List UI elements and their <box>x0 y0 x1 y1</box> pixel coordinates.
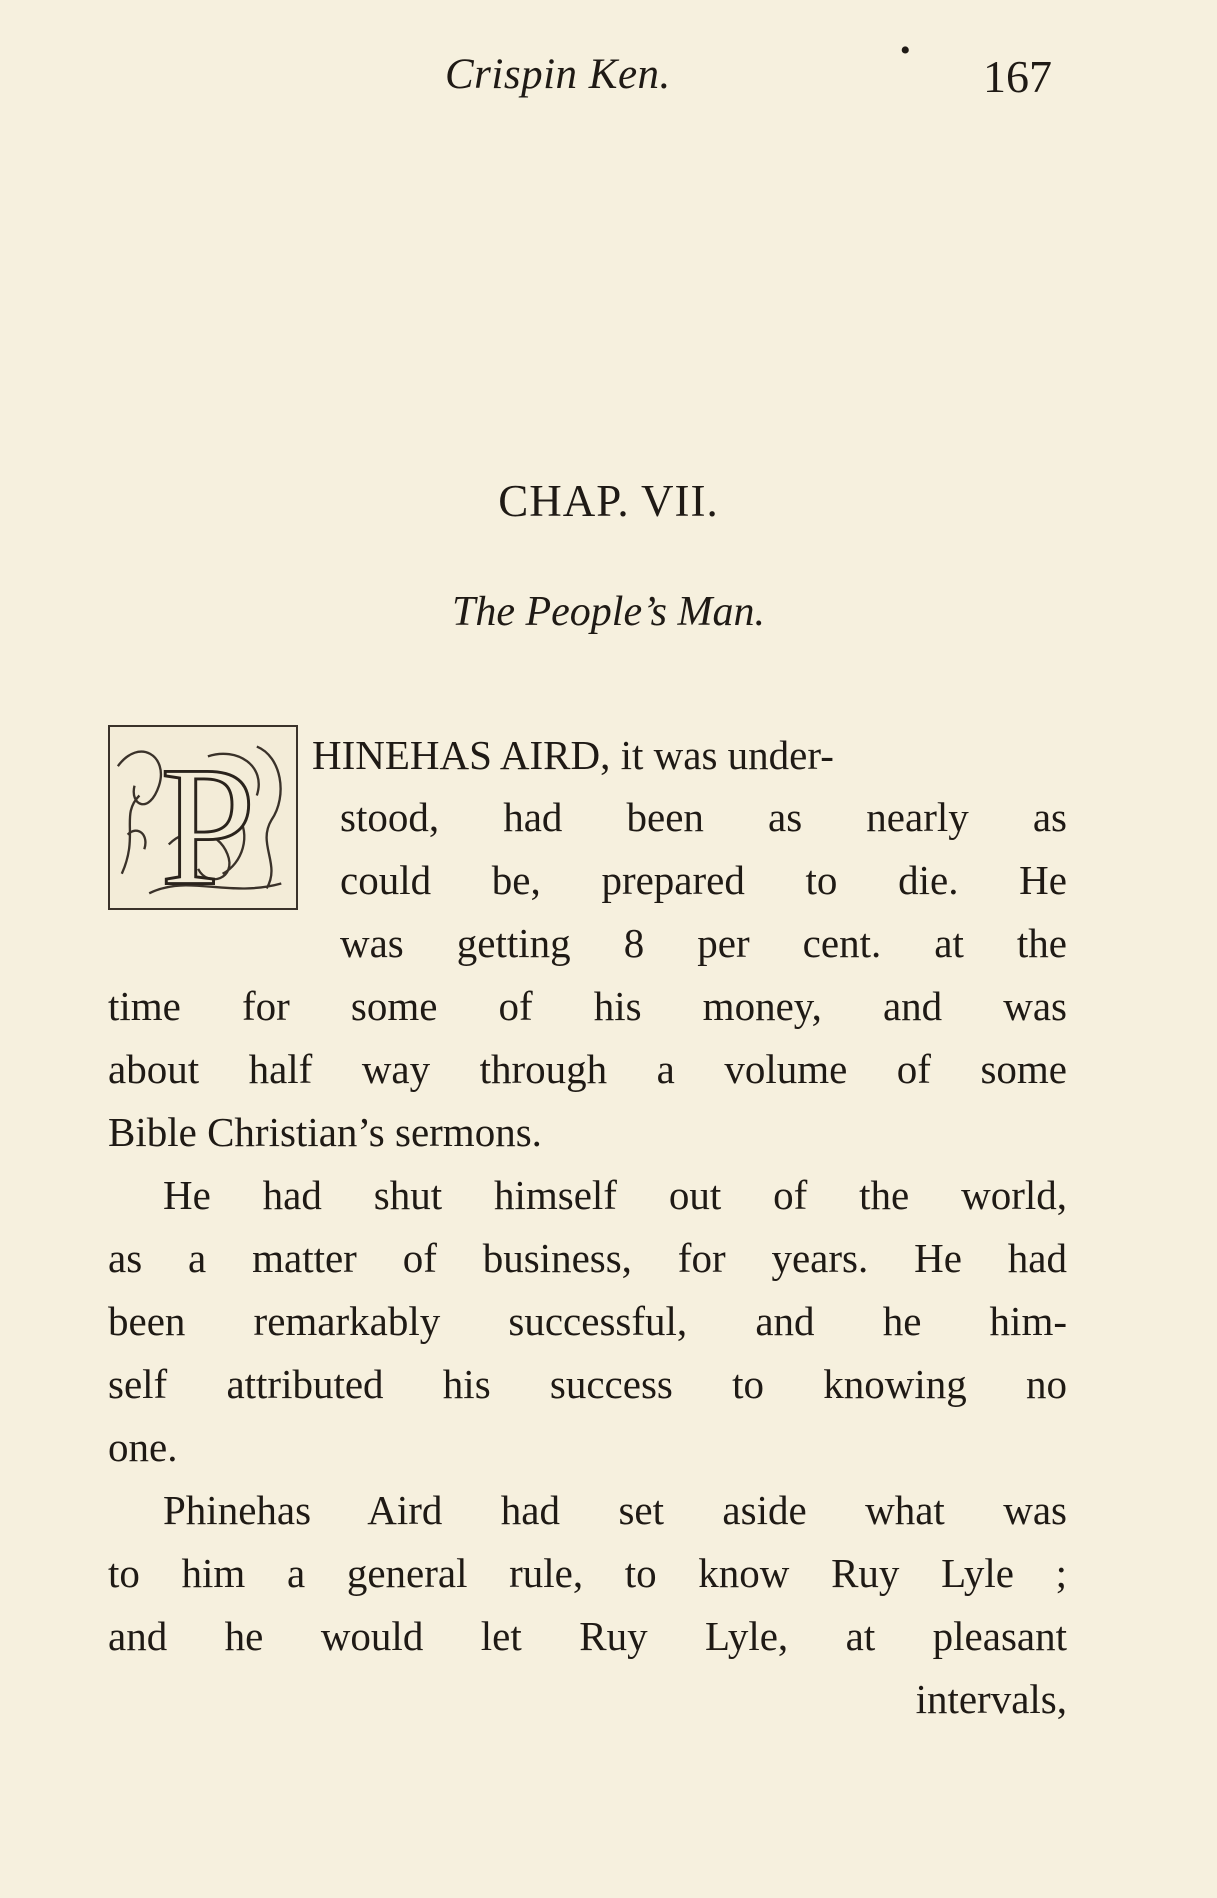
ornament-icon <box>110 727 296 908</box>
text-line: been remarkably successful, and he him- <box>108 1298 1067 1344</box>
catchword: intervals, <box>915 1676 1067 1722</box>
header-mark: • <box>900 34 911 67</box>
text-line: HINEHAS AIRD, it was under- <box>312 732 834 778</box>
text-line: to him a general rule, to know Ruy Lyle ; <box>108 1550 1067 1596</box>
text-line: and he would let Ruy Lyle, at pleasant <box>108 1613 1067 1659</box>
text-line: Phinehas Aird had set aside what was <box>163 1487 1067 1533</box>
page-number: 167 <box>983 51 1052 102</box>
chapter-title: The People’s Man. <box>451 589 765 635</box>
text-line: time for some of his money, and was <box>108 983 1067 1029</box>
chapter-heading: CHAP. VII. <box>498 476 719 526</box>
text-line: could be, prepared to die. He <box>340 857 1067 903</box>
text-line: He had shut himself out of the world, <box>163 1172 1067 1218</box>
text-line: self attributed his success to knowing no <box>108 1361 1067 1407</box>
drop-cap-initial <box>108 725 298 910</box>
text-line: stood, had been as nearly as <box>340 794 1067 840</box>
text-line: was getting 8 per cent. at the <box>340 920 1067 966</box>
text-line: one. <box>108 1424 178 1470</box>
running-title: Crispin Ken. <box>445 51 671 98</box>
text-line: as a matter of business, for years. He had <box>108 1235 1067 1281</box>
text-line: Bible Christian’s sermons. <box>108 1109 542 1155</box>
text-line: about half way through a volume of some <box>108 1046 1067 1092</box>
drop-cap-letter: P <box>160 731 256 908</box>
